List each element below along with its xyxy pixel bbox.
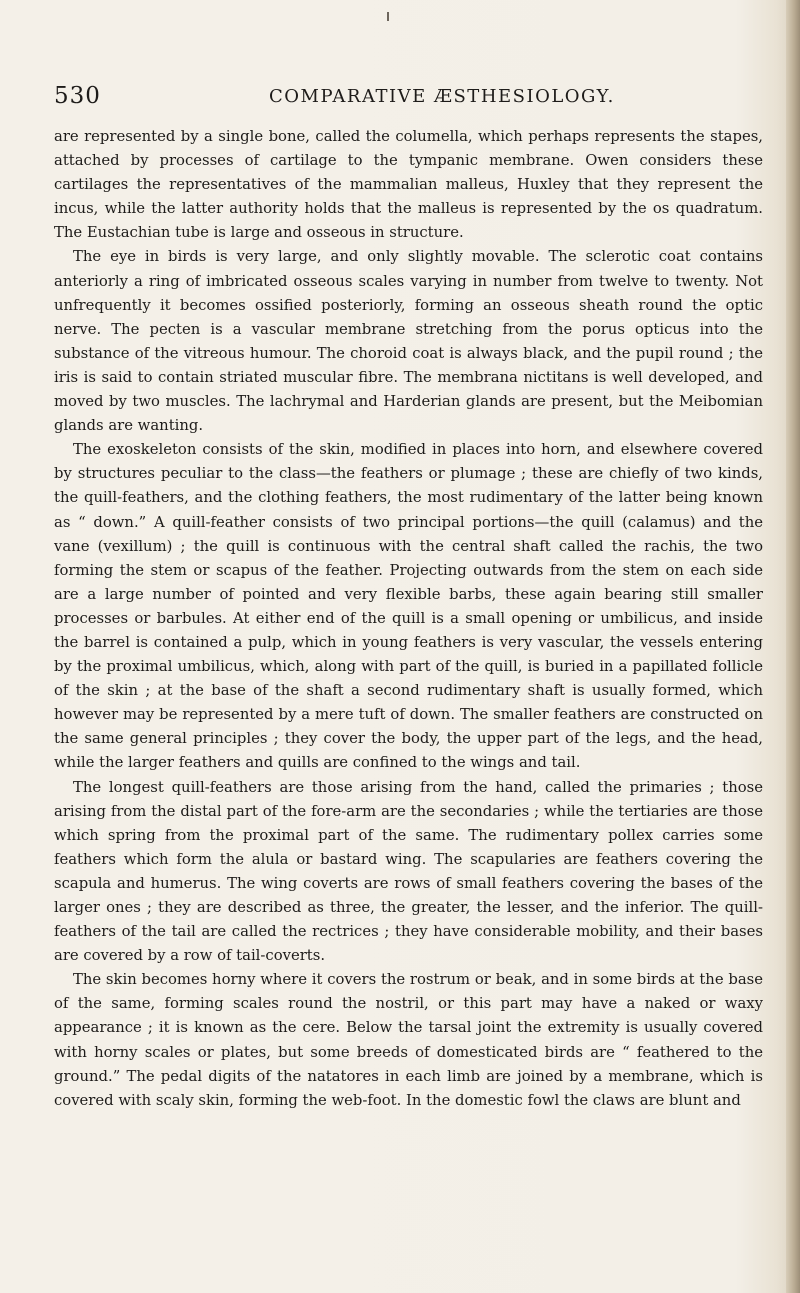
paragraph-quill-feathers: The longest quill-feathers are those arising from the hand, called the primaries ; those arising from the distal part of the fore-arm are the secondaries ; while the tertiaries are those which spring from the proximal part of the same. The rudimentary pollex carries some feathers which form the alula or bastard wing. The scapularies are feathers covering the scapula and humerus. The wing coverts are rows of small feathers covering the bases of the larger ones ; they are described as three, the greater, the lesser, and the inferior. The quill-feathers of the tail are called the rectrices ; they have considerable mobility, and their bases are covered by a row of tail-coverts. [54,778,763,965]
body-text [54,125,763,1113]
paragraph-skin-beak: The skin becomes horny where it covers the rostrum or beak, and in some birds at the base of the same, forming scales round the nostril, or this part may have a naked or waxy appearance ; it is known as the cere. Below the tarsal joint the extremity is usually covered with horny scales or plates, but some breeds of domesticated birds are “ feathered to the ground.” The pedal digits of the natatores in each limb are joined by a membrane, which is covered with scaly skin, forming the web-foot. In the domestic fowl the claws are blunt and [54,971,763,1109]
paragraph-exoskeleton: The exoskeleton consists of the skin, modified in places into horn, and elsewhere covered by structures peculiar to the class—the feathers or plumage ; these are chiefly of two kinds, the quill-feathers, and the clothing feathers, the most rudimentary of the latter being known as “ down.” A quill-feather consists of two principal portions—the quill (calamus) and the vane (vexillum) ; the quill is continuous with the central shaft called the rachis, the two forming the stem or scapus of the feather. Projecting outwards from the stem on each side are a large number of pointed and very flexible barbs, these again bearing still smaller processes or barbules. At either end of the quill is a small opening or umbilicus, and inside the barrel is contained a pulp, which in young feathers is very vascular, the vessels entering by the proximal umbilicus, which, along with part of the quill, is buried in a papillated follicle of the skin ; at the base of the shaft a second rudimentary shaft is usually formed, which however may be represented by a mere tuft of down. The smaller feathers are constructed on the same general principles ; they cover the body, the upper part of the legs, and the head, while the larger feathers and quills are confined to the wings and tail. [54,441,763,772]
printing-mark [387,12,389,21]
page-edge [786,0,800,1293]
page-number: 530 [54,83,101,109]
paragraph-ear-bones: are represented by a single bone, called the columella, which perhaps represents the stapes, attached by processes of cartilage to the tympanic membrane. Owen considers these cartilages the representatives of the mammalian malleus, Huxley that they represent the incus, while the latter authority holds that the malleus is represented by the os quadratum. The Eustachian tube is large and osseous in structure. [54,128,763,242]
paragraph-eye: The eye in birds is very large, and only slightly movable. The sclerotic coat contains anteriorly a ring of imbricated osseous scales varying in number from twelve to twenty. Not unfrequently it becomes ossified posteriorly, forming an osseous sheath round the optic nerve. The pecten is a vascular membrane stretching from the porus opticus into the substance of the vitreous humour. The choroid coat is always black, and the pupil round ; the iris is said to contain striated muscular fibre. The membrana nictitans is well developed, and moved by two muscles. The lachrymal and Harderian glands are present, but the Meibomian glands are wanting. [54,248,763,435]
running-head: COMPARATIVE ÆSTHESIOLOGY. [269,86,615,107]
page-header [54,83,744,111]
